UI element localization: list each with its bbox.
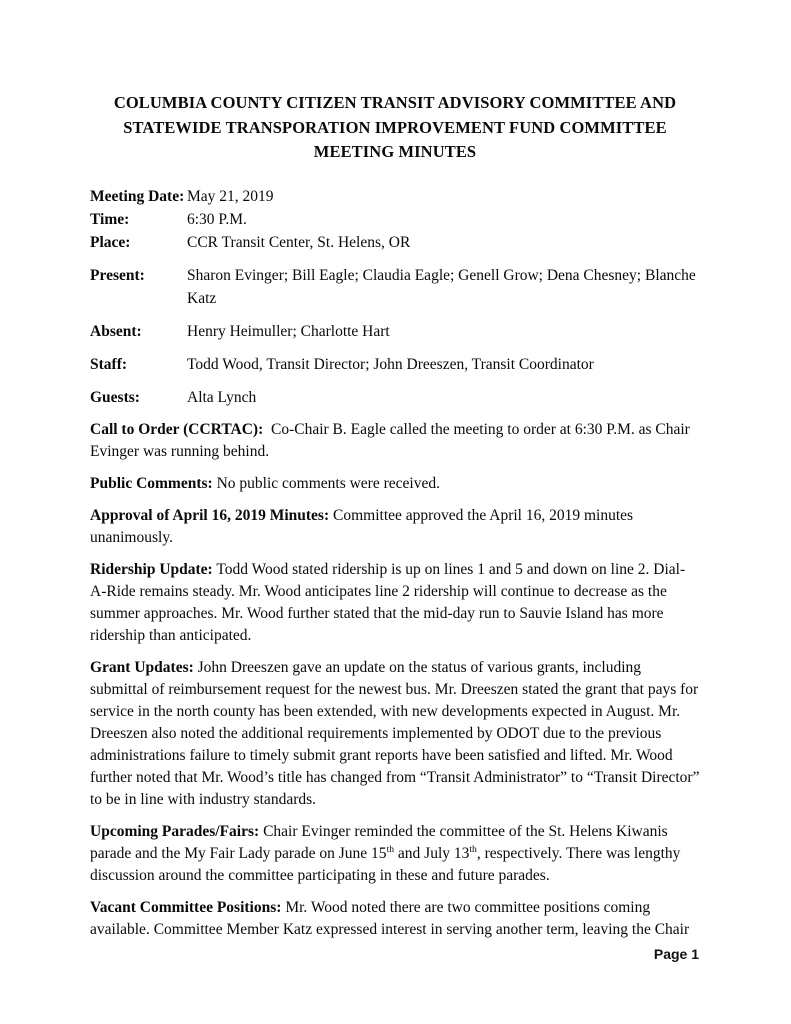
paragraph-text: No public comments were received.	[216, 474, 440, 492]
paragraph-text: Co-Chair B. Eagle called the meeting to order at 6:30 P.M. as Chair Evinger was running behind.	[90, 420, 690, 460]
minutes-paragraph	[90, 419, 700, 463]
minutes-paragraph	[90, 473, 700, 495]
paragraph-heading: Public Comments:	[90, 474, 213, 492]
document-title-line-1: COLUMBIA COUNTY CITIZEN TRANSIT ADVISORY COMMITTEE AND	[113, 93, 677, 112]
meeting-info-row	[90, 264, 700, 310]
meeting-info-row	[90, 353, 700, 376]
meeting-info-row	[90, 185, 700, 208]
paragraph-text: Todd Wood stated ridership is up on lines 1 and 5 and down on line 2. Dial-A-Ride remains steady. Mr. Wood anticipates line 2 ridership will continue to decrease as the summer approaches. Mr. Wood further stated that the mid-day run to Sauvie Island has more ridership than anticipated.	[90, 560, 686, 644]
meeting-info-label: Meeting Date:	[90, 187, 185, 205]
paragraph-text: Chair Evinger reminded the committee of the St. Helens Kiwanis parade and the My Fair Lady parade on June 15	[90, 822, 668, 862]
meeting-info-row	[90, 208, 700, 231]
paragraph-text: , respectively. There was lengthy discussion around the committee participating in these and future parades.	[90, 844, 681, 884]
minutes-paragraph	[90, 657, 700, 811]
meeting-info-value: 6:30 P.M.	[187, 210, 247, 228]
document-title-line-3: MEETING MINUTES	[313, 142, 477, 161]
document-title-line-2: STATEWIDE TRANSPORATION IMPROVEMENT FUND COMMITTEE	[123, 117, 667, 137]
minutes-paragraph	[90, 559, 700, 647]
paragraph-text: and July 13	[394, 844, 470, 862]
ordinal-superscript: th	[386, 843, 395, 855]
meeting-info-row	[90, 320, 700, 343]
meeting-info-value: Henry Heimuller; Charlotte Hart	[187, 322, 390, 340]
meeting-info-label: Time:	[90, 210, 130, 228]
page-number: Page 1	[653, 946, 699, 962]
paragraph-text: Committee approved the April 16, 2019 minutes unanimously.	[90, 506, 634, 546]
meeting-info-label: Guests:	[90, 388, 140, 406]
paragraph-heading: Ridership Update:	[90, 560, 213, 578]
minutes-body	[90, 419, 700, 941]
meeting-info-label: Absent:	[90, 322, 142, 340]
paragraph-heading: Call to Order (CCRTAC):	[90, 420, 264, 438]
paragraph-text: Mr. Wood noted there are two committee positions coming available. Committee Member Katz expressed interest in serving another term, leaving the Chair	[90, 898, 690, 938]
meeting-info-section	[90, 185, 700, 409]
meeting-info-label: Staff:	[90, 355, 128, 373]
meeting-info-value: Sharon Evinger; Bill Eagle; Claudia Eagle; Genell Grow; Dena Chesney; Blanche Katz	[187, 266, 696, 307]
paragraph-heading: Upcoming Parades/Fairs:	[90, 822, 260, 840]
meeting-info-label: Place:	[90, 233, 131, 251]
minutes-paragraph	[90, 505, 700, 549]
meeting-info-row	[90, 231, 700, 254]
paragraph-heading: Vacant Committee Positions:	[90, 898, 282, 916]
page-footer	[654, 946, 699, 962]
meeting-info-value: May 21, 2019	[187, 187, 274, 205]
meeting-info-value: Alta Lynch	[187, 388, 257, 406]
paragraph-heading: Approval of April 16, 2019 Minutes:	[90, 506, 330, 524]
paragraph-text: John Dreeszen gave an update on the status of various grants, including submittal of reimbursement request for the newest bus. Mr. Dreeszen stated the grant that pays for service in the north county has been extended, with new developments expected in August. Mr. Dreeszen also noted the additional requirements implemented by ODOT due to the previous administrations failure to timely submit grant reports have been satisfied and lifted. Mr. Wood further noted that Mr. Wood’s title has changed from “Transit Administrator” to “Transit Director” to be in line with industry standards.	[90, 658, 700, 808]
paragraph-heading: Grant Updates:	[90, 658, 194, 676]
meeting-info-value: CCR Transit Center, St. Helens, OR	[187, 233, 411, 251]
minutes-paragraph	[90, 897, 700, 941]
document-title	[90, 91, 700, 165]
meeting-info-label: Present:	[90, 266, 145, 284]
document-content	[90, 0, 700, 941]
meeting-info-row	[90, 386, 700, 409]
meeting-info-value: Todd Wood, Transit Director; John Dreeszen, Transit Coordinator	[187, 355, 594, 373]
ordinal-superscript: th	[469, 843, 477, 855]
minutes-paragraph	[90, 821, 700, 887]
